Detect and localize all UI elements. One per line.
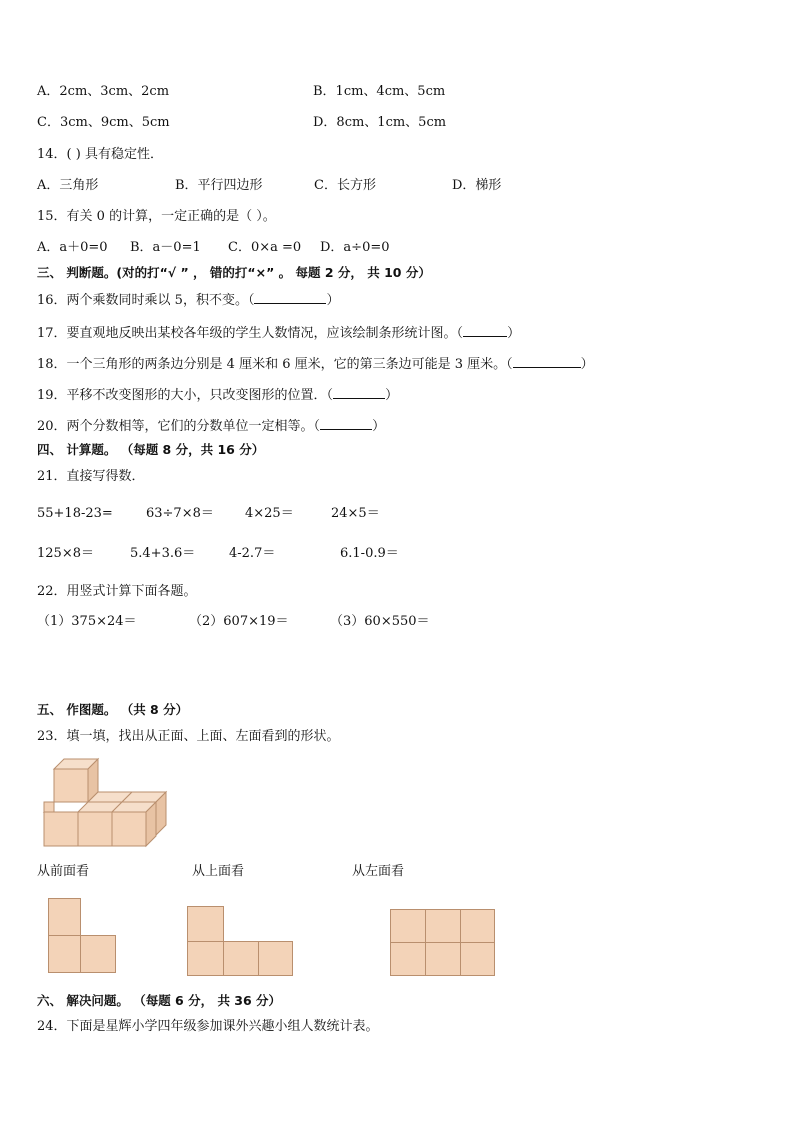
q14-stem: 14．( ) 具有稳定性． [37,147,163,162]
calc-row2-item1: 125×8＝ [37,546,94,561]
calc-row2-item2: 5.4+3.6＝ [130,546,196,561]
front-view-figure [48,898,118,974]
q14-option-d: D．梯形 [452,178,502,193]
q19: 19．平移不改变图形的大小，只改变图形的位置．（ ） [37,388,399,403]
q15-option-a: A．a＋0=0 [37,240,108,255]
q17-text: 17．要直观地反映出某校各年级的学生人数情况，应该绘制条形统计图。 [37,326,457,341]
q13-option-c: C．3cm、9cm、5cm [37,115,170,130]
vertical-calc-1: （1）375×24＝ [37,614,137,629]
view-label-front: 从前面看 [37,864,90,879]
cube-front-face [54,769,88,802]
view-square [391,943,426,976]
q17-answer-blank[interactable] [463,324,507,337]
vertical-calc-2: （2）607×19＝ [189,614,289,629]
q15-option-b: B．a－0=1 [130,240,201,255]
q15-option-d: D．a÷0=0 [320,240,390,255]
view-square [259,942,293,976]
q20: 20．两个分数相等，它们的分数单位一定相等。（ ） [37,419,386,434]
q15-option-c: C．0×a =0 [228,240,302,255]
view-square [391,910,426,943]
q18-answer-blank[interactable] [513,355,581,368]
view-label-left: 从左面看 [352,864,405,879]
q16-text: 16．两个乘数同时乘以 5，积不变。 [37,293,248,308]
view-square [188,942,224,976]
view-square [224,942,259,976]
q19-text: 19．平移不改变图形的大小，只改变图形的位置． [37,388,327,403]
section5-heading: 五、 作图题。 （共 8 分） [37,702,189,717]
q20-answer-blank[interactable] [320,417,372,430]
q16-answer-blank[interactable] [254,291,326,304]
q13-option-d: D．8cm、1cm、5cm [313,115,447,130]
calc-row2-item4: 6.1-0.9＝ [340,546,399,561]
q16: 16．两个乘数同时乘以 5，积不变。（ ） [37,293,340,308]
cube-arrangement-figure [40,755,175,850]
view-square [81,936,116,973]
cube-front-face [44,812,78,846]
calc-row1-item2: 63÷7×8＝ [146,506,214,521]
view-square [49,899,81,936]
q18-text: 18．一个三角形的两条边分别是 4 厘米和 6 厘米，它的第三条边可能是 3 厘米。 [37,357,507,372]
q22-stem: 22．用竖式计算下面各题。 [37,584,197,599]
q15-stem: 15．有关 0 的计算，一定正确的是（ ）。 [37,209,276,224]
view-square [461,943,495,976]
calc-row1-item1: 55+18-23= [37,506,113,521]
cube-front-face [44,802,54,812]
vertical-calc-3: （3）60×550＝ [330,614,430,629]
view-square [426,943,461,976]
cube-front-face [78,812,112,846]
view-label-top: 从上面看 [192,864,245,879]
q19-answer-blank[interactable] [333,386,385,399]
q23-stem: 23．填一填，找出从正面、上面、左面看到的形状。 [37,729,340,744]
view-square [49,936,81,973]
left-view-figure [390,909,496,977]
q14-option-b: B．平行四边形 [175,178,263,193]
calc-row1-item3: 4×25＝ [245,506,294,521]
q17: 17．要直观地反映出某校各年级的学生人数情况，应该绘制条形统计图。（ ） [37,326,521,341]
calc-row2-item3: 4-2.7＝ [229,546,276,561]
calc-row1-item4: 24×5＝ [331,506,380,521]
section4-heading: 四、 计算题。 （每题 8 分，共 16 分） [37,442,265,457]
view-square [461,910,495,943]
section3-heading: 三、 判断题。(对的打“√ ” ， 错的打“×” 。 每题 2 分， 共 10 分） [37,265,431,280]
q18: 18．一个三角形的两条边分别是 4 厘米和 6 厘米，它的第三条边可能是 3 厘米。（ ） [37,357,594,372]
view-square [188,907,224,942]
top-view-figure [187,906,295,976]
q14-option-c: C．长方形 [314,178,376,193]
cube-front-face [112,812,146,846]
q21-stem: 21．直接写得数． [37,469,145,484]
view-square [426,910,461,943]
q24-stem: 24．下面是星辉小学四年级参加课外兴趣小组人数统计表。 [37,1019,379,1034]
q13-option-a: A．2cm、3cm、2cm [37,84,170,99]
q13-option-b: B．1cm、4cm、5cm [313,84,446,99]
section6-heading: 六、 解决问题。 （每题 6 分， 共 36 分） [37,993,282,1008]
q20-text: 20．两个分数相等，它们的分数单位一定相等。 [37,419,314,434]
q14-option-a: A．三角形 [37,178,99,193]
